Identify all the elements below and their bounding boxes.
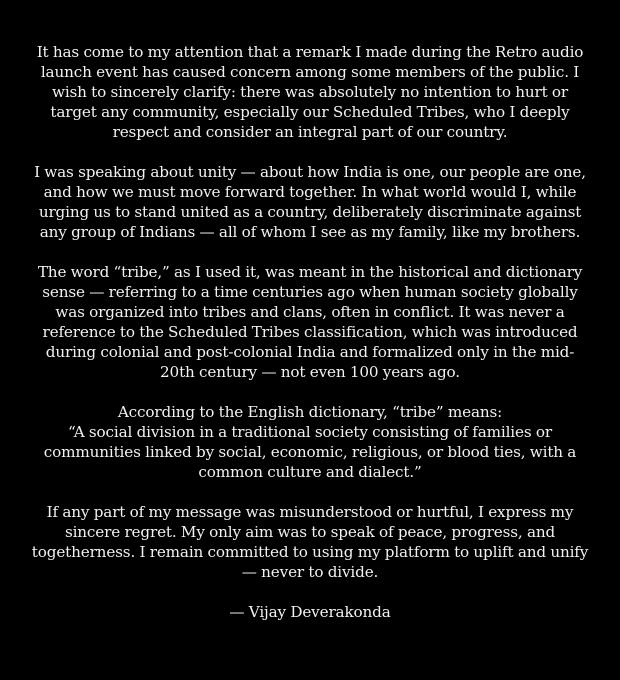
- paragraph-tribe-meaning: The word “tribe,” as I used it, was meant in the historical and dictionary sense — referring to a time centuries ago when human society globally was organized into tribes and clans, often in conflict. It was never a reference to the Scheduled Tribes classification, which was introduced during colonial and post-colonial India and formalized only in the mid-20th century — not even 100 years ago.: [37, 263, 583, 381]
- definition-text: “A social division in a traditional society consisting of families or communities linked by social, economic, religious, or blood ties, with a common culture and dialect.”: [43, 423, 577, 481]
- dictionary-definition: [30, 402, 590, 482]
- paragraph-unity: I was speaking about unity — about how India is one, our people are one, and how we must move forward together. In what world would I, while urging us to stand united as a country, deliberately discriminate against any group of Indians — all of whom I see as my family, like my brothers.: [34, 163, 586, 241]
- definition-intro: According to the English dictionary, “tribe” means:: [117, 403, 503, 421]
- signature: — Vijay Deverakonda: [229, 603, 391, 621]
- paragraph-clarification: It has come to my attention that a remark I made during the Retro audio launch event has caused concern among some members of the public. I wish to sincerely clarify: there was absolutely no intention to hurt or target any community, especially our Scheduled Tribes, who I deeply respect and consider an integral part of our country.: [36, 43, 584, 141]
- paragraph-regret: If any part of my message was misunderstood or hurtful, I express my sincere regret. My only aim was to speak of peace, progress, and togetherness. I remain committed to using my platform to uplift and unify — never to divide.: [31, 503, 589, 581]
